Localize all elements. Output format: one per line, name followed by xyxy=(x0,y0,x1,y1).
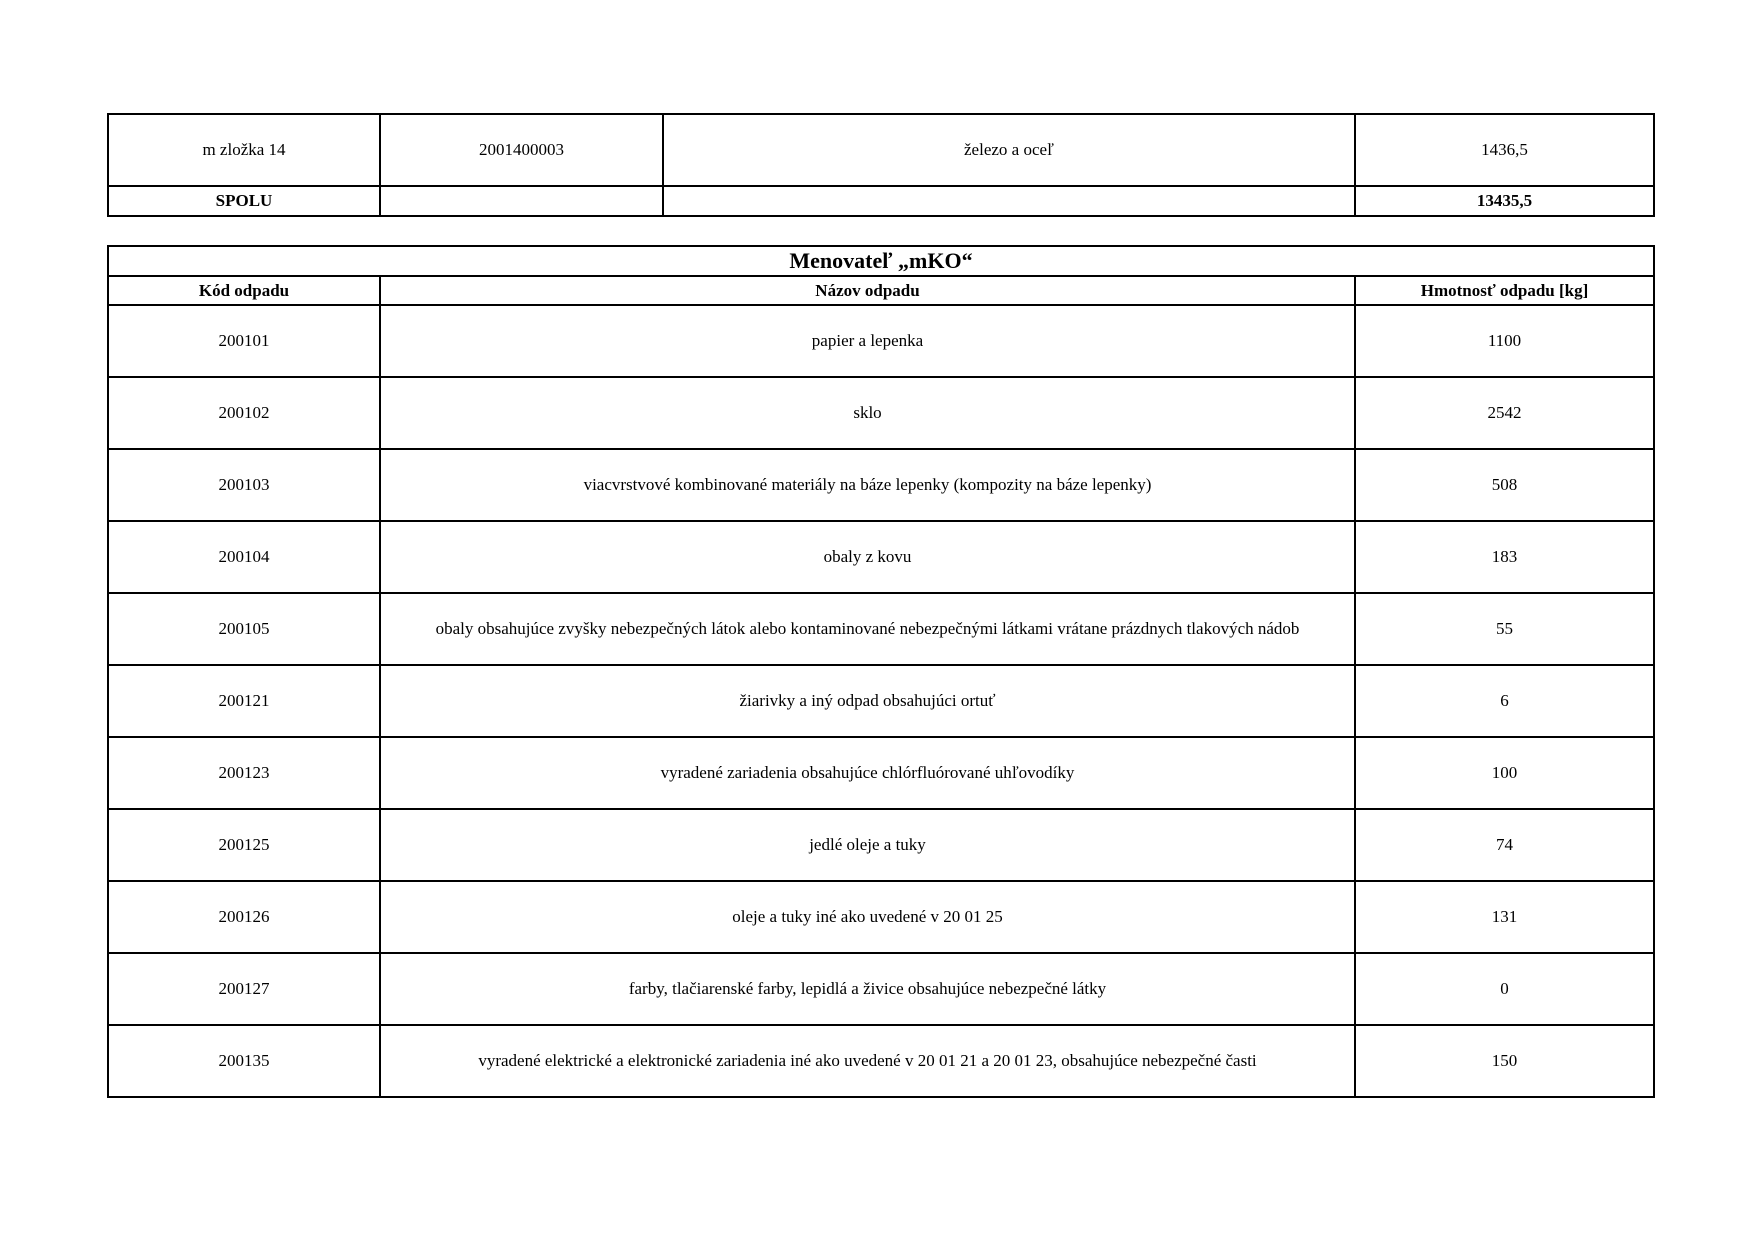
weight-cell: 55 xyxy=(1355,593,1654,665)
code-cell: 200102 xyxy=(108,377,380,449)
weight-cell: 100 xyxy=(1355,737,1654,809)
weight-cell: 183 xyxy=(1355,521,1654,593)
name-cell: vyradené zariadenia obsahujúce chlórfluórované uhľovodíky xyxy=(380,737,1355,809)
table-row xyxy=(108,114,1654,186)
summary-table xyxy=(107,113,1655,217)
table-row xyxy=(108,881,1654,953)
weight-cell: 150 xyxy=(1355,1025,1654,1097)
name-cell: jedlé oleje a tuky xyxy=(380,809,1355,881)
table-row xyxy=(108,665,1654,737)
code-cell: 200101 xyxy=(108,305,380,377)
name-cell: oleje a tuky iné ako uvedené v 20 01 25 xyxy=(380,881,1355,953)
component-cell: m zložka 14 xyxy=(108,114,380,186)
table-row xyxy=(108,593,1654,665)
code-cell: 200127 xyxy=(108,953,380,1025)
weight-cell: 1100 xyxy=(1355,305,1654,377)
table-row xyxy=(108,305,1654,377)
name-cell: sklo xyxy=(380,377,1355,449)
name-cell: vyradené elektrické a elektronické zariadenia iné ako uvedené v 20 01 21 a 20 01 23, obsahujúce nebezpečné časti xyxy=(380,1025,1355,1097)
total-value: 13435,5 xyxy=(1355,186,1654,216)
name-cell: železo a oceľ xyxy=(663,114,1355,186)
weight-cell: 1436,5 xyxy=(1355,114,1654,186)
name-cell: obaly z kovu xyxy=(380,521,1355,593)
table-row xyxy=(108,377,1654,449)
table-row xyxy=(108,521,1654,593)
name-cell: viacvrstvové kombinované materiály na báze lepenky (kompozity na báze lepenky) xyxy=(380,449,1355,521)
table-title: Menovateľ „mKO“ xyxy=(108,246,1654,276)
weight-cell: 508 xyxy=(1355,449,1654,521)
weight-cell: 6 xyxy=(1355,665,1654,737)
table-row xyxy=(108,809,1654,881)
name-cell: farby, tlačiarenské farby, lepidlá a živice obsahujúce nebezpečné látky xyxy=(380,953,1355,1025)
code-cell: 2001400003 xyxy=(380,114,663,186)
code-cell: 200123 xyxy=(108,737,380,809)
code-cell: 200121 xyxy=(108,665,380,737)
weight-cell: 2542 xyxy=(1355,377,1654,449)
total-label: SPOLU xyxy=(108,186,380,216)
code-cell: 200125 xyxy=(108,809,380,881)
table-row xyxy=(108,953,1654,1025)
header-weight: Hmotnosť odpadu [kg] xyxy=(1355,276,1654,305)
total-row xyxy=(108,186,1654,216)
table-row xyxy=(108,1025,1654,1097)
code-cell: 200126 xyxy=(108,881,380,953)
code-cell: 200105 xyxy=(108,593,380,665)
weight-cell: 131 xyxy=(1355,881,1654,953)
name-cell: papier a lepenka xyxy=(380,305,1355,377)
table-row xyxy=(108,737,1654,809)
code-cell: 200135 xyxy=(108,1025,380,1097)
header-code: Kód odpadu xyxy=(108,276,380,305)
header-name: Názov odpadu xyxy=(380,276,1355,305)
total-empty-cell xyxy=(380,186,663,216)
total-empty-cell xyxy=(663,186,1355,216)
waste-table xyxy=(107,245,1655,1098)
code-cell: 200104 xyxy=(108,521,380,593)
name-cell: žiarivky a iný odpad obsahujúci ortuť xyxy=(380,665,1355,737)
weight-cell: 74 xyxy=(1355,809,1654,881)
weight-cell: 0 xyxy=(1355,953,1654,1025)
code-cell: 200103 xyxy=(108,449,380,521)
name-cell: obaly obsahujúce zvyšky nebezpečných látok alebo kontaminované nebezpečnými látkami vrátane prázdnych tlakových nádob xyxy=(380,593,1355,665)
table-row xyxy=(108,449,1654,521)
